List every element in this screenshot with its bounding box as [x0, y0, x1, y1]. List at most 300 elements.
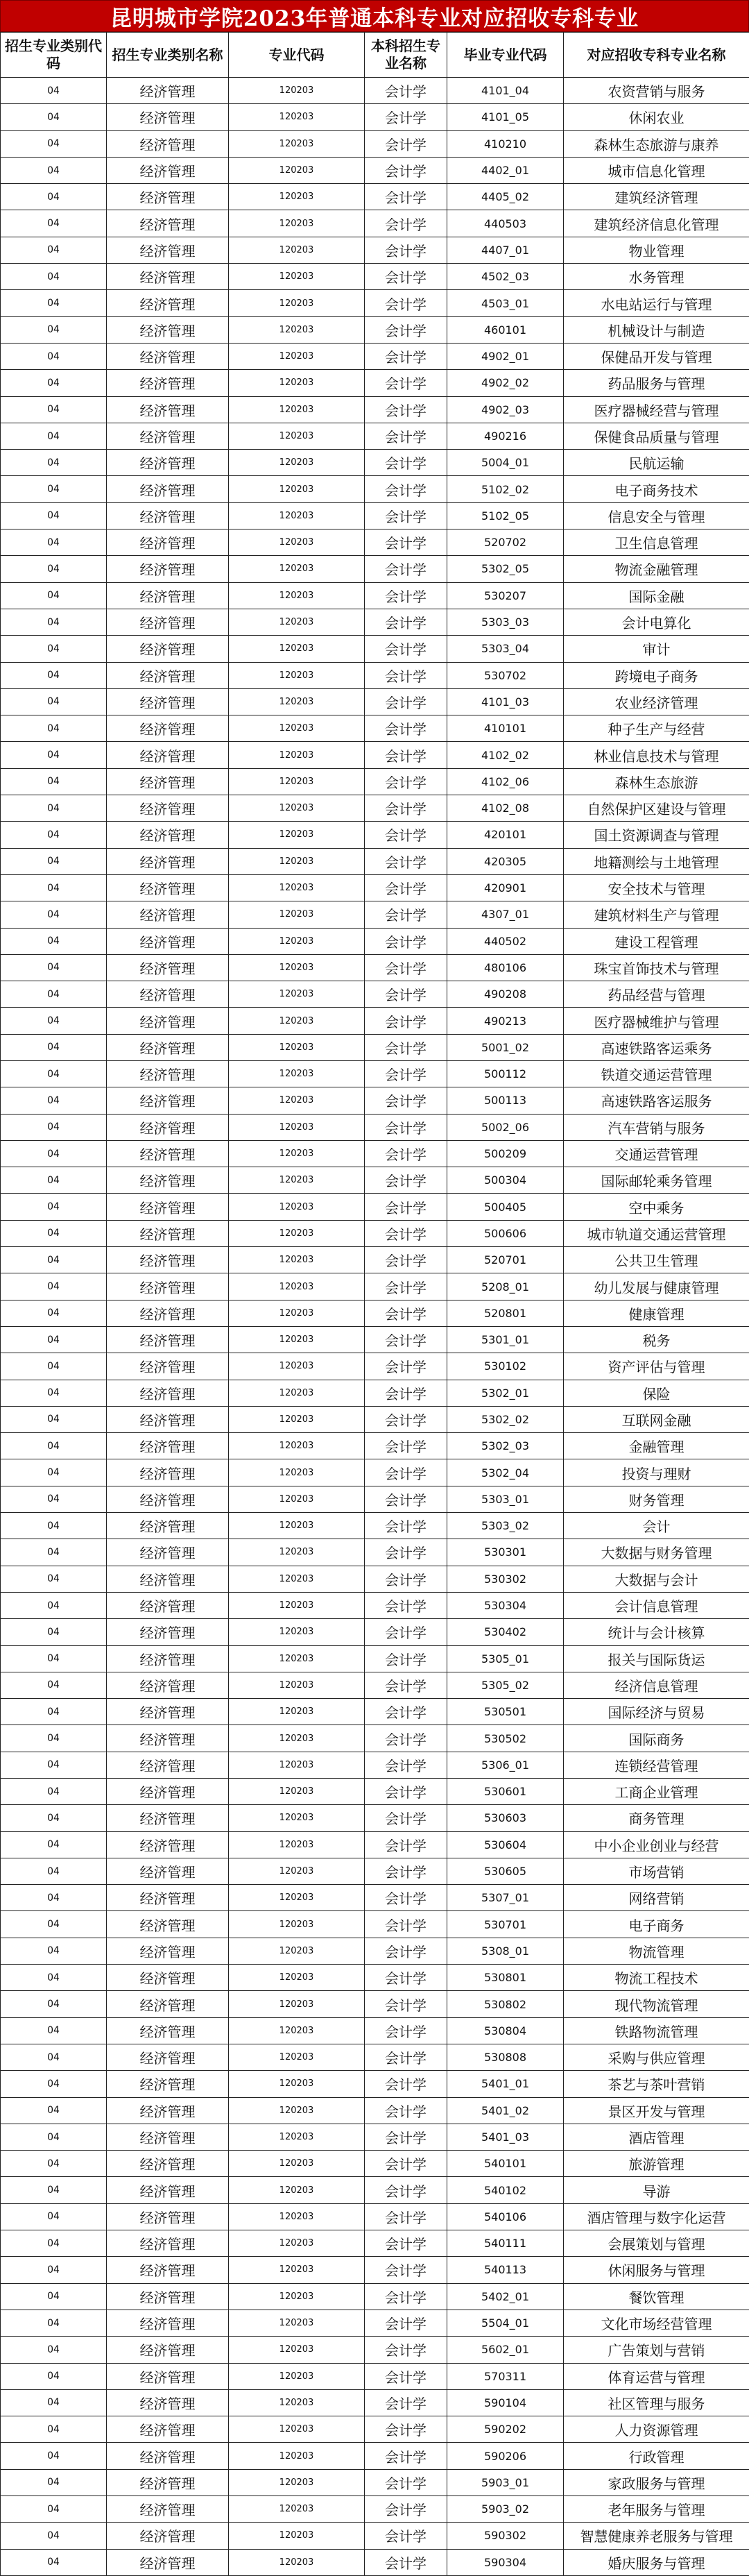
table-row	[1, 1220, 749, 1246]
cell-undergrad-major: 会计学	[365, 2203, 447, 2230]
cell-graduate-code: 540101	[447, 2151, 564, 2177]
cell-undergrad-major: 会计学	[365, 423, 447, 449]
table-row	[1, 2151, 749, 2177]
cell-undergrad-major: 会计学	[365, 1433, 447, 1459]
cell-college-major: 建设工程管理	[564, 928, 749, 954]
table-row	[1, 2549, 749, 2575]
table-row	[1, 529, 749, 556]
cell-undergrad-major: 会计学	[365, 2071, 447, 2097]
cell-college-major: 高速铁路客运乘务	[564, 1034, 749, 1060]
table-row	[1, 1725, 749, 1752]
cell-undergrad-major: 会计学	[365, 795, 447, 822]
cell-undergrad-major: 会计学	[365, 343, 447, 369]
cell-graduate-code: 4307_01	[447, 901, 564, 928]
cell-major-code: 120203	[229, 1273, 365, 1300]
cell-graduate-code: 5401_01	[447, 2071, 564, 2097]
cell-category-code: 04	[1, 104, 107, 130]
cell-graduate-code: 4402_01	[447, 157, 564, 183]
cell-major-code: 120203	[229, 1194, 365, 1220]
cell-college-major: 农资营销与服务	[564, 78, 749, 104]
cell-category-name: 经济管理	[107, 476, 229, 502]
cell-graduate-code: 5102_05	[447, 502, 564, 529]
table-body	[1, 78, 749, 2576]
table-row	[1, 290, 749, 316]
cell-graduate-code: 530207	[447, 582, 564, 609]
cell-category-name: 经济管理	[107, 1513, 229, 1539]
cell-major-code: 120203	[229, 768, 365, 795]
cell-category-code: 04	[1, 1699, 107, 1725]
header-row	[1, 33, 749, 78]
table-row	[1, 1752, 749, 1778]
cell-major-code: 120203	[229, 1911, 365, 1938]
cell-category-code: 04	[1, 2310, 107, 2336]
table-row	[1, 423, 749, 449]
cell-college-major: 建筑经济管理	[564, 184, 749, 210]
cell-undergrad-major: 会计学	[365, 1008, 447, 1034]
cell-undergrad-major: 会计学	[365, 396, 447, 423]
table-row	[1, 1539, 749, 1566]
cell-college-major: 铁道交通运营管理	[564, 1060, 749, 1087]
cell-category-name: 经济管理	[107, 2044, 229, 2070]
table-row	[1, 130, 749, 157]
cell-major-code: 120203	[229, 2124, 365, 2150]
cell-undergrad-major: 会计学	[365, 2230, 447, 2257]
cell-college-major: 旅游管理	[564, 2151, 749, 2177]
cell-major-code: 120203	[229, 264, 365, 290]
cell-college-major: 经济信息管理	[564, 1672, 749, 1698]
cell-major-code: 120203	[229, 2469, 365, 2496]
cell-category-name: 经济管理	[107, 2549, 229, 2575]
cell-category-code: 04	[1, 2230, 107, 2257]
cell-college-major: 交通运营管理	[564, 1140, 749, 1167]
cell-college-major: 中小企业创业与经营	[564, 1831, 749, 1858]
cell-category-name: 经济管理	[107, 1725, 229, 1752]
cell-graduate-code: 5301_01	[447, 1326, 564, 1353]
cell-category-name: 经济管理	[107, 1220, 229, 1246]
cell-undergrad-major: 会计学	[365, 157, 447, 183]
cell-graduate-code: 530502	[447, 1725, 564, 1752]
header-graduate-code: 毕业专业代码	[447, 33, 564, 78]
cell-major-code: 120203	[229, 715, 365, 742]
cell-graduate-code: 5401_02	[447, 2097, 564, 2124]
cell-college-major: 物流金融管理	[564, 556, 749, 582]
cell-undergrad-major: 会计学	[365, 1194, 447, 1220]
cell-major-code: 120203	[229, 1486, 365, 1512]
cell-category-code: 04	[1, 210, 107, 237]
cell-college-major: 休闲农业	[564, 104, 749, 130]
cell-category-name: 经济管理	[107, 529, 229, 556]
cell-graduate-code: 440502	[447, 928, 564, 954]
cell-undergrad-major: 会计学	[365, 130, 447, 157]
cell-category-code: 04	[1, 1513, 107, 1539]
cell-category-code: 04	[1, 1619, 107, 1645]
cell-category-name: 经济管理	[107, 450, 229, 476]
cell-category-code: 04	[1, 1326, 107, 1353]
cell-major-code: 120203	[229, 1114, 365, 1140]
cell-college-major: 导游	[564, 2177, 749, 2203]
cell-undergrad-major: 会计学	[365, 1087, 447, 1114]
cell-category-name: 经济管理	[107, 2283, 229, 2310]
cell-undergrad-major: 会计学	[365, 2124, 447, 2150]
cell-major-code: 120203	[229, 1406, 365, 1432]
cell-graduate-code: 490208	[447, 981, 564, 1008]
cell-college-major: 会计	[564, 1513, 749, 1539]
table-row	[1, 1991, 749, 2017]
cell-category-name: 经济管理	[107, 1991, 229, 2017]
cell-major-code: 120203	[229, 476, 365, 502]
cell-category-name: 经济管理	[107, 2203, 229, 2230]
cell-category-name: 经济管理	[107, 1858, 229, 1884]
cell-major-code: 120203	[229, 2363, 365, 2389]
table-row	[1, 1911, 749, 1938]
cell-category-name: 经济管理	[107, 2097, 229, 2124]
cell-category-code: 04	[1, 1938, 107, 1964]
cell-graduate-code: 540102	[447, 2177, 564, 2203]
cell-category-name: 经济管理	[107, 954, 229, 981]
cell-undergrad-major: 会计学	[365, 2416, 447, 2443]
cell-college-major: 茶艺与茶叶营销	[564, 2071, 749, 2097]
cell-college-major: 体育运营与管理	[564, 2363, 749, 2389]
cell-major-code: 120203	[229, 1752, 365, 1778]
cell-category-name: 经济管理	[107, 715, 229, 742]
table-row	[1, 2469, 749, 2496]
table-row	[1, 1486, 749, 1512]
cell-category-code: 04	[1, 1433, 107, 1459]
cell-graduate-code: 4102_06	[447, 768, 564, 795]
cell-category-name: 经济管理	[107, 1300, 229, 1326]
cell-major-code: 120203	[229, 502, 365, 529]
cell-graduate-code: 5208_01	[447, 1273, 564, 1300]
cell-undergrad-major: 会计学	[365, 2151, 447, 2177]
cell-graduate-code: 4102_02	[447, 742, 564, 768]
cell-college-major: 国际商务	[564, 1725, 749, 1752]
cell-major-code: 120203	[229, 1858, 365, 1884]
cell-category-name: 经济管理	[107, 210, 229, 237]
cell-major-code: 120203	[229, 1034, 365, 1060]
cell-college-major: 审计	[564, 636, 749, 662]
cell-major-code: 120203	[229, 2443, 365, 2469]
cell-undergrad-major: 会计学	[365, 1140, 447, 1167]
cell-category-name: 经济管理	[107, 848, 229, 874]
cell-college-major: 汽车营销与服务	[564, 1114, 749, 1140]
cell-college-major: 卫生信息管理	[564, 529, 749, 556]
cell-graduate-code: 540111	[447, 2230, 564, 2257]
cell-college-major: 公共卫生管理	[564, 1247, 749, 1273]
table-row	[1, 795, 749, 822]
cell-graduate-code: 500112	[447, 1060, 564, 1087]
table-row	[1, 2310, 749, 2336]
header-category-code: 招生专业类别代码	[1, 33, 107, 78]
cell-category-code: 04	[1, 768, 107, 795]
cell-college-major: 人力资源管理	[564, 2416, 749, 2443]
table-row	[1, 901, 749, 928]
cell-graduate-code: 4502_03	[447, 264, 564, 290]
cell-graduate-code: 460101	[447, 316, 564, 343]
cell-undergrad-major: 会计学	[365, 1486, 447, 1512]
cell-category-code: 04	[1, 370, 107, 396]
cell-category-name: 经济管理	[107, 1938, 229, 1964]
table-row	[1, 636, 749, 662]
cell-college-major: 会展策划与管理	[564, 2230, 749, 2257]
cell-graduate-code: 530603	[447, 1805, 564, 1831]
cell-category-name: 经济管理	[107, 1645, 229, 1672]
cell-major-code: 120203	[229, 343, 365, 369]
cell-category-name: 经济管理	[107, 1273, 229, 1300]
cell-undergrad-major: 会计学	[365, 556, 447, 582]
cell-undergrad-major: 会计学	[365, 1938, 447, 1964]
cell-college-major: 国际经济与贸易	[564, 1699, 749, 1725]
cell-category-name: 经济管理	[107, 2337, 229, 2363]
major-table	[0, 32, 749, 2576]
cell-major-code: 120203	[229, 529, 365, 556]
table-row	[1, 2257, 749, 2283]
cell-graduate-code: 440503	[447, 210, 564, 237]
cell-category-name: 经济管理	[107, 1194, 229, 1220]
cell-category-name: 经济管理	[107, 1087, 229, 1114]
cell-category-code: 04	[1, 1592, 107, 1618]
cell-category-name: 经济管理	[107, 264, 229, 290]
cell-category-code: 04	[1, 1087, 107, 1114]
cell-major-code: 120203	[229, 1300, 365, 1326]
cell-category-name: 经济管理	[107, 1167, 229, 1194]
cell-graduate-code: 530302	[447, 1566, 564, 1592]
cell-category-code: 04	[1, 2469, 107, 2496]
cell-category-code: 04	[1, 1911, 107, 1938]
cell-category-name: 经济管理	[107, 1380, 229, 1406]
cell-college-major: 建筑经济信息化管理	[564, 210, 749, 237]
cell-major-code: 120203	[229, 795, 365, 822]
cell-category-code: 04	[1, 1486, 107, 1512]
cell-category-code: 04	[1, 928, 107, 954]
cell-graduate-code: 4101_05	[447, 104, 564, 130]
cell-undergrad-major: 会计学	[365, 636, 447, 662]
cell-major-code: 120203	[229, 210, 365, 237]
cell-major-code: 120203	[229, 1592, 365, 1618]
cell-graduate-code: 5302_02	[447, 1406, 564, 1432]
cell-major-code: 120203	[229, 1247, 365, 1273]
table-row	[1, 768, 749, 795]
cell-college-major: 铁路物流管理	[564, 2017, 749, 2044]
cell-category-code: 04	[1, 1965, 107, 1991]
cell-graduate-code: 530701	[447, 1911, 564, 1938]
cell-college-major: 农业经济管理	[564, 688, 749, 715]
table-row	[1, 78, 749, 104]
cell-college-major: 休闲服务与管理	[564, 2257, 749, 2283]
cell-category-name: 经济管理	[107, 768, 229, 795]
cell-category-name: 经济管理	[107, 78, 229, 104]
cell-graduate-code: 590206	[447, 2443, 564, 2469]
cell-graduate-code: 490216	[447, 423, 564, 449]
table-row	[1, 1167, 749, 1194]
cell-undergrad-major: 会计学	[365, 1539, 447, 1566]
cell-major-code: 120203	[229, 954, 365, 981]
cell-major-code: 120203	[229, 1087, 365, 1114]
table-row	[1, 1459, 749, 1486]
table-row	[1, 396, 749, 423]
table-row	[1, 502, 749, 529]
cell-major-code: 120203	[229, 2230, 365, 2257]
cell-college-major: 医疗器械维护与管理	[564, 1008, 749, 1034]
cell-category-code: 04	[1, 1034, 107, 1060]
cell-undergrad-major: 会计学	[365, 450, 447, 476]
cell-category-code: 04	[1, 1645, 107, 1672]
cell-graduate-code: 5302_05	[447, 556, 564, 582]
table-row	[1, 2337, 749, 2363]
cell-category-code: 04	[1, 1858, 107, 1884]
table-row	[1, 981, 749, 1008]
cell-category-name: 经济管理	[107, 2257, 229, 2283]
cell-graduate-code: 530304	[447, 1592, 564, 1618]
cell-major-code: 120203	[229, 2310, 365, 2336]
cell-major-code: 120203	[229, 184, 365, 210]
cell-college-major: 地籍测绘与土地管理	[564, 848, 749, 874]
cell-category-name: 经济管理	[107, 2443, 229, 2469]
cell-category-code: 04	[1, 1353, 107, 1380]
cell-major-code: 120203	[229, 1353, 365, 1380]
cell-category-name: 经济管理	[107, 636, 229, 662]
cell-college-major: 民航运输	[564, 450, 749, 476]
cell-category-name: 经济管理	[107, 1459, 229, 1486]
cell-college-major: 保健食品质量与管理	[564, 423, 749, 449]
cell-college-major: 城市轨道交通运营管理	[564, 1220, 749, 1246]
table-row	[1, 1087, 749, 1114]
cell-category-name: 经济管理	[107, 502, 229, 529]
cell-undergrad-major: 会计学	[365, 2017, 447, 2044]
cell-major-code: 120203	[229, 2416, 365, 2443]
cell-category-code: 04	[1, 1991, 107, 2017]
cell-college-major: 工商企业管理	[564, 1779, 749, 1805]
cell-category-code: 04	[1, 2337, 107, 2363]
cell-college-major: 投资与理财	[564, 1459, 749, 1486]
table-row	[1, 1406, 749, 1432]
table-row	[1, 316, 749, 343]
cell-major-code: 120203	[229, 1566, 365, 1592]
cell-undergrad-major: 会计学	[365, 1699, 447, 1725]
cell-undergrad-major: 会计学	[365, 2496, 447, 2523]
cell-undergrad-major: 会计学	[365, 2469, 447, 2496]
cell-college-major: 现代物流管理	[564, 1991, 749, 2017]
cell-college-major: 行政管理	[564, 2443, 749, 2469]
cell-major-code: 120203	[229, 157, 365, 183]
cell-category-name: 经济管理	[107, 316, 229, 343]
cell-graduate-code: 530702	[447, 662, 564, 688]
cell-undergrad-major: 会计学	[365, 502, 447, 529]
cell-college-major: 自然保护区建设与管理	[564, 795, 749, 822]
cell-major-code: 120203	[229, 1991, 365, 2017]
cell-graduate-code: 4101_03	[447, 688, 564, 715]
cell-category-name: 经济管理	[107, 822, 229, 848]
cell-graduate-code: 5302_04	[447, 1459, 564, 1486]
cell-category-name: 经济管理	[107, 2177, 229, 2203]
cell-category-code: 04	[1, 1752, 107, 1778]
table-row	[1, 2097, 749, 2124]
table-row	[1, 2230, 749, 2257]
cell-category-name: 经济管理	[107, 1911, 229, 1938]
cell-undergrad-major: 会计学	[365, 1300, 447, 1326]
cell-graduate-code: 5303_02	[447, 1513, 564, 1539]
cell-category-code: 04	[1, 1566, 107, 1592]
cell-college-major: 市场营销	[564, 1858, 749, 1884]
cell-graduate-code: 4407_01	[447, 237, 564, 263]
cell-category-code: 04	[1, 2443, 107, 2469]
cell-college-major: 国际邮轮乘务管理	[564, 1167, 749, 1194]
table-row	[1, 1247, 749, 1273]
cell-major-code: 120203	[229, 1672, 365, 1698]
cell-college-major: 高速铁路客运服务	[564, 1087, 749, 1114]
cell-undergrad-major: 会计学	[365, 1326, 447, 1353]
table-row	[1, 2177, 749, 2203]
cell-category-name: 经济管理	[107, 2496, 229, 2523]
table-row	[1, 928, 749, 954]
cell-category-code: 04	[1, 2523, 107, 2549]
cell-category-code: 04	[1, 78, 107, 104]
cell-category-name: 经济管理	[107, 1566, 229, 1592]
table-row	[1, 1779, 749, 1805]
cell-graduate-code: 530804	[447, 2017, 564, 2044]
cell-undergrad-major: 会计学	[365, 1725, 447, 1752]
cell-category-name: 经济管理	[107, 104, 229, 130]
table-row	[1, 237, 749, 263]
cell-category-code: 04	[1, 1725, 107, 1752]
cell-graduate-code: 530605	[447, 1858, 564, 1884]
cell-category-code: 04	[1, 874, 107, 901]
cell-undergrad-major: 会计学	[365, 981, 447, 1008]
table-row	[1, 1326, 749, 1353]
cell-major-code: 120203	[229, 290, 365, 316]
cell-college-major: 物业管理	[564, 237, 749, 263]
cell-graduate-code: 5401_03	[447, 2124, 564, 2150]
cell-graduate-code: 5004_01	[447, 450, 564, 476]
table-row	[1, 1433, 749, 1459]
cell-undergrad-major: 会计学	[365, 2044, 447, 2070]
cell-undergrad-major: 会计学	[365, 2177, 447, 2203]
cell-graduate-code: 5001_02	[447, 1034, 564, 1060]
cell-college-major: 林业信息技术与管理	[564, 742, 749, 768]
cell-category-code: 04	[1, 822, 107, 848]
table-row	[1, 1194, 749, 1220]
cell-graduate-code: 5903_02	[447, 2496, 564, 2523]
cell-graduate-code: 5402_01	[447, 2283, 564, 2310]
table-row	[1, 582, 749, 609]
cell-undergrad-major: 会计学	[365, 1672, 447, 1698]
cell-major-code: 120203	[229, 2496, 365, 2523]
cell-category-code: 04	[1, 556, 107, 582]
cell-college-major: 电子商务技术	[564, 476, 749, 502]
cell-college-major: 森林生态旅游	[564, 768, 749, 795]
cell-category-code: 04	[1, 2151, 107, 2177]
cell-college-major: 广告策划与营销	[564, 2337, 749, 2363]
cell-undergrad-major: 会计学	[365, 1991, 447, 2017]
table-row	[1, 2363, 749, 2389]
cell-major-code: 120203	[229, 1645, 365, 1672]
cell-category-code: 04	[1, 1539, 107, 1566]
cell-college-major: 幼儿发展与健康管理	[564, 1273, 749, 1300]
cell-category-name: 经济管理	[107, 1008, 229, 1034]
cell-major-code: 120203	[229, 2389, 365, 2416]
cell-graduate-code: 5306_01	[447, 1752, 564, 1778]
page-title: 昆明城市学院2023年普通本科专业对应招收专科专业	[0, 0, 749, 32]
cell-category-name: 经济管理	[107, 1539, 229, 1566]
cell-undergrad-major: 会计学	[365, 1566, 447, 1592]
cell-major-code: 120203	[229, 1831, 365, 1858]
cell-graduate-code: 4101_04	[447, 78, 564, 104]
cell-college-major: 保健品开发与管理	[564, 343, 749, 369]
cell-undergrad-major: 会计学	[365, 1831, 447, 1858]
cell-category-code: 04	[1, 609, 107, 635]
cell-major-code: 120203	[229, 2177, 365, 2203]
table-row	[1, 2416, 749, 2443]
cell-category-name: 经济管理	[107, 1486, 229, 1512]
